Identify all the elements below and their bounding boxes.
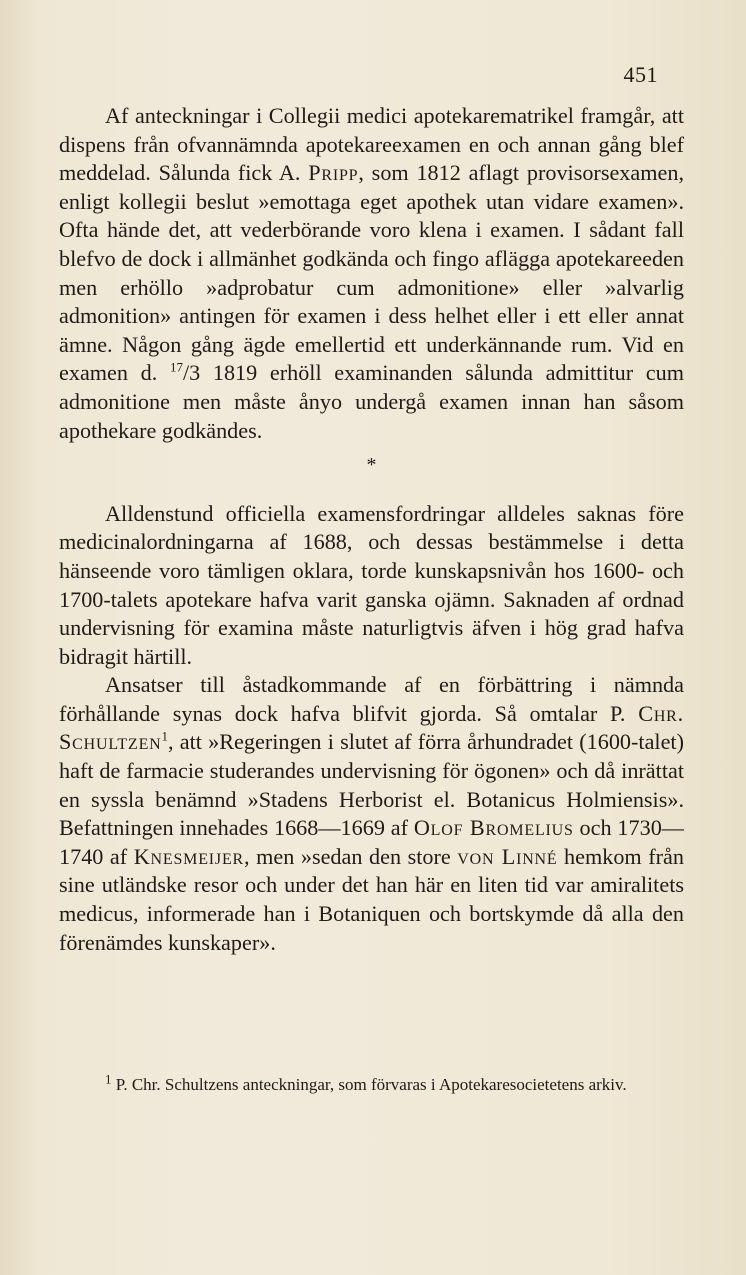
date-fraction-denominator: /3 — [182, 360, 201, 386]
footnote-text: P. Chr. Schultzens anteckningar, som förvaras i Apotekaresocietetens arkiv. — [111, 1075, 627, 1094]
paragraph-dispens — [59, 102, 684, 445]
footnote-reference: 1 — [161, 729, 169, 745]
paragraph-text: 1819 erhöll examinanden sålunda admittitur cum admonitione men måste ånyo undergå examen innan han såsom apothekare godkändes. — [59, 360, 684, 443]
section-separator: * — [366, 454, 377, 477]
paragraph-text: , men »sedan den store — [243, 843, 458, 869]
footnote — [59, 1072, 684, 1097]
person-name: Pripp — [308, 160, 359, 186]
paragraph-text: , att »Regeringen i slutet af förra århundradet (1600-talet) haft de farmacie studerandes undervisning för ögonen» och då inrättat en syssla benämnd »Stadens Herborist el. Botanicus Holmiensis». Befattningen innehades 1668—1669 af — [59, 729, 684, 841]
paragraph-ansatser — [59, 671, 684, 957]
paragraph-examensfordringar: Alldenstund officiella examensfordringar alldeles saknas före medicinalordningarna af 1688, och dessas bestämmelse i detta hänseende voro tämligen oklara, torde kunskapsnivån hos 1600- och 1700-talets apotekare hafva varit ganska ojämn. Saknaden af ordnad undervisning för examina måste naturligtvis äfven i hög grad hafva bidragit härtill. — [59, 500, 684, 669]
paragraph-text: Ansatser till åstadkommande af en förbättring i nämnda förhållande synas dock hafva blifvit gjorda. Så omtalar P. — [59, 672, 684, 726]
date-fraction-numerator: 17 — [169, 359, 183, 375]
page-number: 451 — [623, 62, 658, 87]
person-name: Knesmeijer — [133, 843, 244, 869]
paragraph-text: , som 1812 aflagt provisorsexamen, enligt kollegii beslut »emottaga eget apothek utan vidare examen». Ofta hände det, att vederbörande voro klena i examen. I sådant fall blefvo de dock i allmänhet godkända och fingo aflägga apotekareeden men erhöllo »adprobatur cum admonitione» eller »alvarlig admonition» antingen för examen i dess helhet eller i ett eller annat ämne. Någon gång ägde emellertid ett underkännande rum. Vid en examen d. — [59, 160, 684, 386]
paragraph-text: Af anteckningar i Collegii medici apotekarematrikel framgår, att dispens från ofvannämnda apotekareexamen en och annan gång blef meddelad. Sålunda fick A. — [59, 103, 684, 186]
person-name: Chr. Schultzen — [59, 700, 684, 755]
paragraph-text: hemkom från sine utländske resor och under det han här en liten tid var amiralitets medicus, informerade han i Botaniquen och bortskymde då alla den förenämdes kunskaper». — [59, 843, 684, 955]
paragraph-text: och 1730—1740 af — [59, 815, 684, 869]
person-name: von Linné — [457, 843, 558, 869]
footnote-marker: 1 — [105, 1071, 112, 1087]
person-name: Olof Bromelius — [413, 815, 574, 841]
body-text — [59, 102, 684, 957]
